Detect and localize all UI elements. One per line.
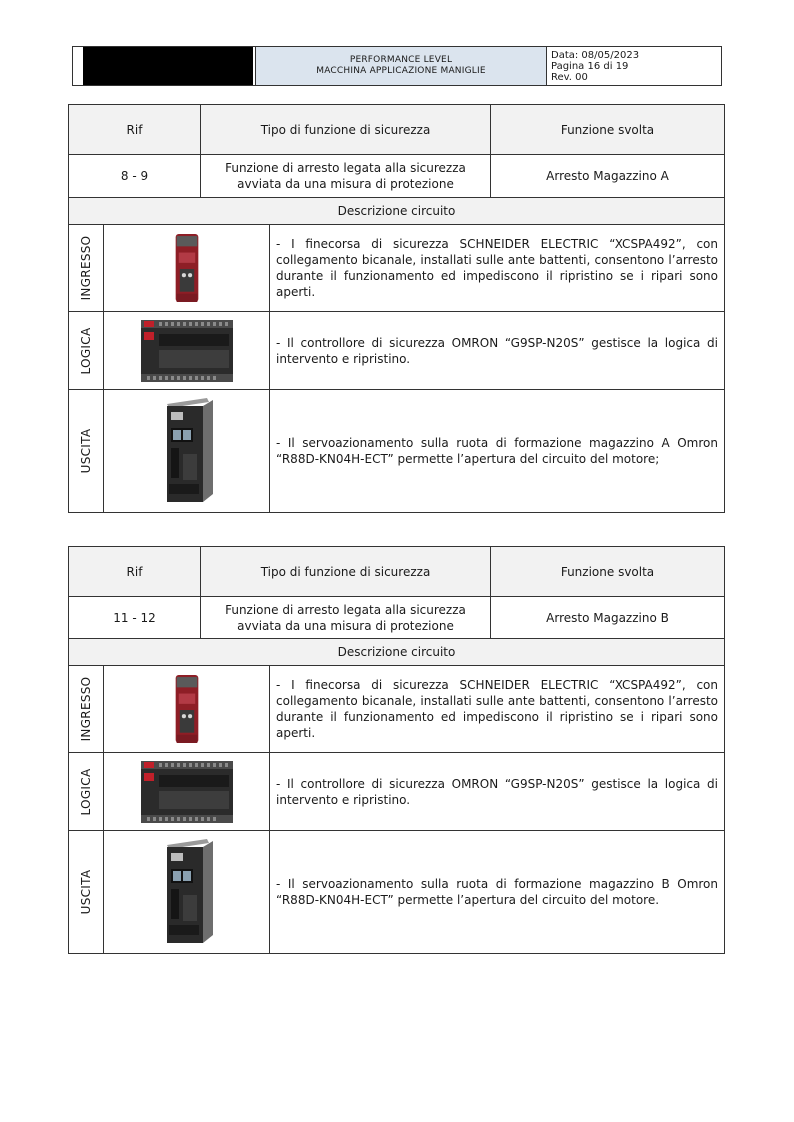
rif-value: 8 - 9	[69, 155, 201, 197]
col-rif-header: Rif	[69, 105, 201, 154]
title-line-1: PERFORMANCE LEVEL	[349, 55, 453, 65]
col-funzione-header: Funzione svolta	[491, 547, 724, 596]
uscita-label: USCITA	[69, 831, 104, 953]
description-title-row	[69, 639, 724, 666]
document-date: Data: 08/05/2023	[551, 49, 640, 61]
safety-switch-image	[104, 666, 270, 752]
title-line-2: MACCHINA APPLICAZIONE MANIGLIE	[316, 66, 486, 76]
uscita-label: USCITA	[69, 390, 104, 512]
funzione-value: Arresto Magazzino A	[546, 169, 669, 183]
table-header-row	[69, 547, 724, 597]
col-funzione-header: Funzione svolta	[491, 105, 724, 154]
ingresso-description: - I finecorsa di sicurezza SCHNEIDER ELECTRIC “XCSPA492”, con collegamento bicanale, installati sulle ante battenti, consentono l’arresto durante il funzionamento ed impediscono il ripristino se i ripari sono aperti.	[276, 678, 718, 740]
logica-label: LOGICA	[69, 753, 104, 830]
logica-description: - Il controllore di sicurezza OMRON “G9SP-N20S” gestisce la logica di intervento e ripristino.	[276, 776, 718, 807]
ingresso-row	[69, 225, 724, 312]
document-meta	[547, 47, 721, 85]
table-row	[69, 597, 724, 639]
ingresso-row	[69, 666, 724, 753]
tipo-line-1: Funzione di arresto legata alla sicurezza	[225, 602, 466, 617]
uscita-description: - Il servoazionamento sulla ruota di formazione magazzino A Omron “R88D-KN04H-ECT” permette l’apertura del circuito del motore;	[276, 436, 718, 466]
description-title: Descrizione circuito	[69, 198, 724, 224]
logica-description: - Il controllore di sicurezza OMRON “G9SP-N20S” gestisce la logica di intervento e ripristino.	[276, 335, 718, 366]
tipo-line-1: Funzione di arresto legata alla sicurezza	[225, 161, 466, 175]
tipo-value	[201, 155, 491, 197]
safety-controller-image	[104, 312, 270, 389]
servo-drive-image	[104, 831, 270, 953]
company-logo	[73, 47, 256, 85]
ingresso-label: INGRESSO	[69, 666, 104, 752]
ingresso-description: - I finecorsa di sicurezza SCHNEIDER ELECTRIC “XCSPA492”, con collegamento bicanale, installati sulle ante battenti, consentono l’arresto durante il funzionamento ed impediscono il ripristino se i ripari sono aperti.	[276, 237, 718, 299]
description-title-row	[69, 198, 724, 225]
logica-row	[69, 312, 724, 390]
document-title	[256, 47, 547, 85]
uscita-row	[69, 831, 724, 953]
col-rif-header: Rif	[69, 547, 201, 596]
safety-switch-image	[104, 225, 270, 311]
safety-function-table-2	[68, 546, 725, 954]
logica-label: LOGICA	[69, 312, 104, 389]
safety-function-table-1	[68, 104, 725, 513]
servo-drive-image	[104, 390, 270, 512]
uscita-row	[69, 390, 724, 512]
col-tipo-header: Tipo di funzione di sicurezza	[201, 547, 491, 596]
document-header	[72, 46, 722, 86]
tipo-value	[201, 597, 491, 638]
uscita-description: - Il servoazionamento sulla ruota di formazione magazzino B Omron “R88D-KN04H-ECT” permette l’apertura del circuito del motore.	[276, 877, 718, 907]
col-tipo-header: Tipo di funzione di sicurezza	[201, 105, 491, 154]
rif-value: 11 - 12	[69, 597, 201, 638]
tipo-line-2: avviata da una misura di protezione	[237, 177, 454, 191]
logica-row	[69, 753, 724, 831]
page-number: Pagina 16 di 19	[551, 60, 629, 72]
funzione-value: Arresto Magazzino B	[546, 610, 669, 625]
table-header-row	[69, 105, 724, 155]
tipo-line-2: avviata da una misura di protezione	[237, 618, 454, 633]
safety-controller-image	[104, 753, 270, 830]
table-row	[69, 155, 724, 198]
revision: Rev. 00	[551, 71, 588, 83]
ingresso-label: INGRESSO	[69, 225, 104, 311]
description-title: Descrizione circuito	[69, 639, 724, 665]
